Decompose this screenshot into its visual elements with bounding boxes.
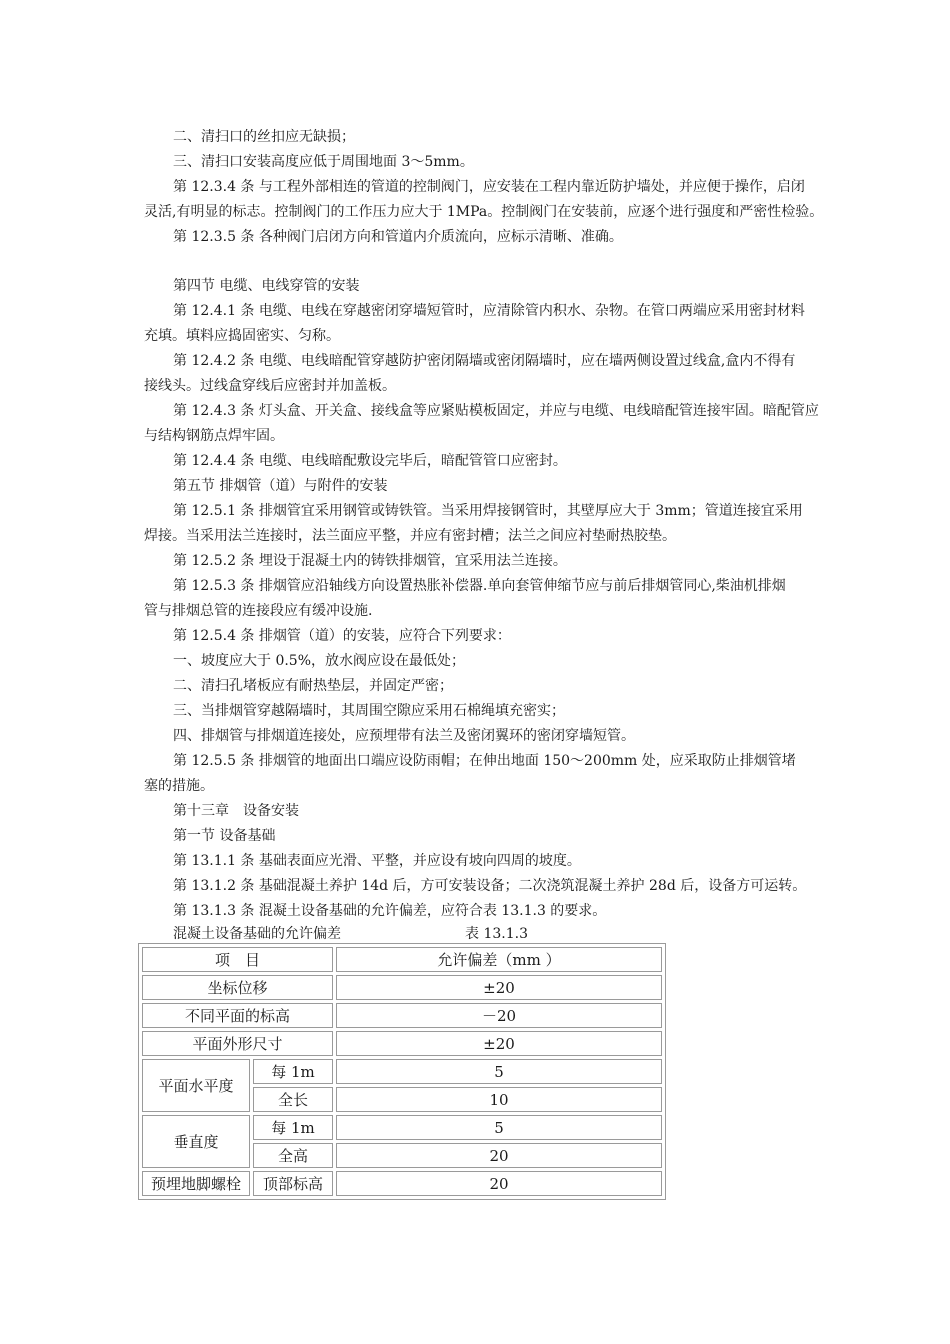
paragraph-line: 第 12.4.3 条 灯头盒、开关盒、接线盒等应紧贴模板固定，并应与电缆、电线暗配管连接牢固。暗配管应 <box>173 403 819 419</box>
value-cell: 5 <box>336 1059 662 1084</box>
paragraph-line: 第 12.4.1 条 电缆、电线在穿越密闭穿墙短管时，应清除管内积水、杂物。在管口两端应采用密封材料 <box>173 303 805 319</box>
table-row <box>142 1003 662 1028</box>
item-cell: 不同平面的标高 <box>142 1003 333 1028</box>
group-item-cell: 预埋地脚螺栓 <box>142 1171 250 1196</box>
paragraph-line: 二、清扫孔堵板应有耐热垫层，并固定严密； <box>173 678 453 694</box>
paragraph-line: 第 12.5.2 条 埋设于混凝土内的铸铁排烟管，宜采用法兰连接。 <box>173 553 567 569</box>
item-cell: 平面外形尺寸 <box>142 1031 333 1056</box>
group-item-cell: 平面水平度 <box>142 1059 250 1112</box>
section-heading: 第一节 设备基础 <box>173 828 276 844</box>
sub-item-cell: 每 1m <box>253 1115 333 1140</box>
paragraph-line: 第 12.5.1 条 排烟管宜采用钢管或铸铁管。当采用焊接钢管时，其壁厚应大于 3mm；管道连接宜采用 <box>173 503 803 519</box>
paragraph-line: 第 13.1.1 条 基础表面应光滑、平整，并应设有坡向四周的坡度。 <box>173 853 581 869</box>
header-item-cell: 项 目 <box>142 947 333 972</box>
paragraph-line: 第 12.5.3 条 排烟管应沿轴线方向设置热胀补偿器.单向套管伸缩节应与前后排烟管同心,柴油机排烟 <box>173 578 786 594</box>
table-row <box>142 1171 662 1196</box>
value-cell: 5 <box>336 1115 662 1140</box>
paragraph-line: 塞的措施。 <box>144 778 214 794</box>
paragraph-line: 第 12.3.5 条 各种阀门启闭方向和管道内介质流向，应标示清晰、准确。 <box>173 229 623 245</box>
paragraph-line: 第 12.4.2 条 电缆、电线暗配管穿越防护密闭隔墙或密闭隔墙时，应在墙两侧设置过线盒,盒内不得有 <box>173 353 796 369</box>
value-cell: －20 <box>336 1003 662 1028</box>
sub-item-cell: 全长 <box>253 1087 333 1112</box>
paragraph-line: 三、当排烟管穿越隔墙时，其周围空隙应采用石棉绳填充密实； <box>173 703 565 719</box>
paragraph-line: 接线头。过线盒穿线后应密封并加盖板。 <box>144 378 396 394</box>
tolerance-table <box>138 943 666 1200</box>
table-number: 表 13.1.3 <box>465 926 528 942</box>
paragraph-line: 充填。填料应捣固密实、匀称。 <box>144 328 340 344</box>
paragraph-line: 管与排烟总管的连接段应有缓冲设施. <box>144 603 373 619</box>
value-cell: ±20 <box>336 1031 662 1056</box>
paragraph-line: 焊接。当采用法兰连接时，法兰面应平整，并应有密封槽；法兰之间应衬垫耐热胶垫。 <box>144 528 676 544</box>
table-row <box>142 1031 662 1056</box>
table-row <box>142 975 662 1000</box>
paragraph-line: 第 13.1.3 条 混凝土设备基础的允许偏差，应符合表 13.1.3 的要求。 <box>173 903 607 919</box>
value-cell: 20 <box>336 1143 662 1168</box>
table-row <box>142 1059 662 1084</box>
table-header-row <box>142 947 662 972</box>
sub-item-cell: 全高 <box>253 1143 333 1168</box>
table-caption: 混凝土设备基础的允许偏差 <box>173 926 341 942</box>
paragraph-line: 第 12.4.4 条 电缆、电线暗配敷设完毕后，暗配管管口应密封。 <box>173 453 567 469</box>
table-row <box>142 1115 662 1140</box>
paragraph-line: 一、坡度应大于 0.5%，放水阀应设在最低处； <box>173 653 466 669</box>
paragraph-line: 二、清扫口的丝扣应无缺损； <box>173 129 355 145</box>
value-cell: ±20 <box>336 975 662 1000</box>
value-cell: 20 <box>336 1171 662 1196</box>
paragraph-line: 四、排烟管与排烟道连接处，应预埋带有法兰及密闭翼环的密闭穿墙短管。 <box>173 728 635 744</box>
chapter-heading: 第十三章 设备安装 <box>173 803 299 819</box>
sub-item-cell: 顶部标高 <box>253 1171 333 1196</box>
group-item-cell: 垂直度 <box>142 1115 250 1168</box>
item-cell: 坐标位移 <box>142 975 333 1000</box>
paragraph-line: 灵活,有明显的标志。控制阀门的工作压力应大于 1MPa。控制阀门在安装前，应逐个进行强度和严密性检验。 <box>144 204 824 220</box>
paragraph-line: 三、清扫口安装高度应低于周围地面 3～5mm。 <box>173 154 474 170</box>
section-heading: 第五节 排烟管（道）与附件的安装 <box>173 478 388 494</box>
paragraph-line: 第 13.1.2 条 基础混凝土养护 14d 后，方可安装设备；二次浇筑混凝土养护 28d 后，设备方可运转。 <box>173 878 807 894</box>
paragraph-line: 第 12.5.4 条 排烟管（道）的安装，应符合下列要求： <box>173 628 511 644</box>
paragraph-line: 第 12.3.4 条 与工程外部相连的管道的控制阀门，应安装在工程内靠近防护墙处，并应便于操作，启闭 <box>173 179 805 195</box>
paragraph-line: 与结构钢筋点焊牢固。 <box>144 428 284 444</box>
sub-item-cell: 每 1m <box>253 1059 333 1084</box>
header-tolerance-cell: 允许偏差（mm ） <box>336 947 662 972</box>
section-heading: 第四节 电缆、电线穿管的安装 <box>173 278 360 294</box>
value-cell: 10 <box>336 1087 662 1112</box>
paragraph-line: 第 12.5.5 条 排烟管的地面出口端应设防雨帽；在伸出地面 150～200mm 处，应采取防止排烟管堵 <box>173 753 796 769</box>
